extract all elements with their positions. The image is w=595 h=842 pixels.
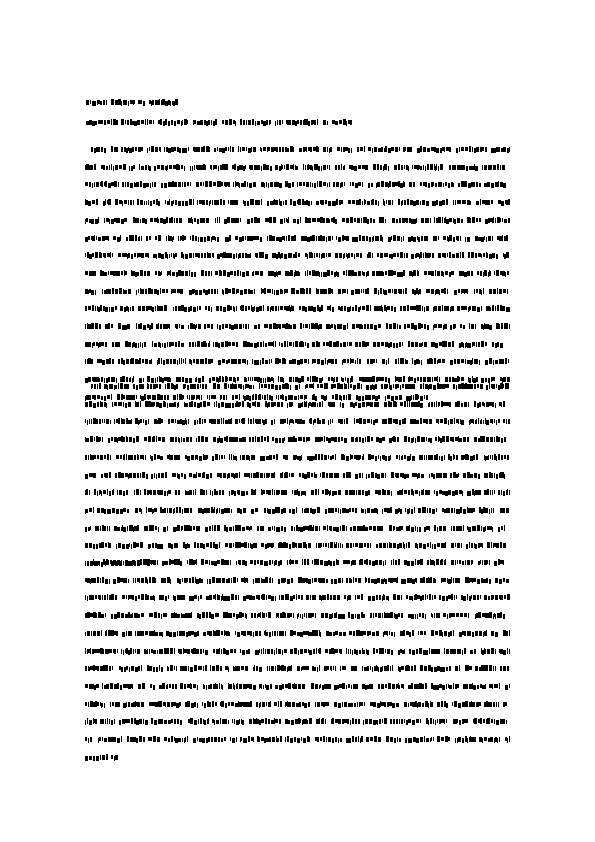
- text-line: [85, 305, 510, 312]
- text-line: [85, 199, 510, 206]
- text-line: [85, 612, 505, 619]
- text-line: [85, 736, 510, 743]
- text-line: [85, 472, 505, 479]
- document-text: [85, 146, 510, 761]
- text-line: [85, 235, 508, 242]
- text-line: [85, 754, 118, 761]
- header-line: [86, 99, 178, 106]
- text-line: [85, 594, 510, 601]
- text-line: [85, 648, 510, 655]
- text-line: [91, 559, 504, 566]
- text-line: [85, 358, 509, 365]
- text-line: [85, 525, 505, 532]
- text-line: [85, 394, 428, 401]
- text-line: [85, 288, 508, 295]
- text-line: [85, 683, 510, 690]
- text-line: [91, 383, 509, 390]
- text-line: [85, 323, 510, 330]
- paragraph: [85, 146, 510, 401]
- header-line: [86, 119, 352, 126]
- text-line: [85, 542, 506, 549]
- document-header: [86, 99, 352, 126]
- text-line: [85, 454, 509, 461]
- text-line: [85, 577, 509, 584]
- text-line: [85, 665, 509, 672]
- paragraph: [85, 559, 510, 761]
- text-line: [85, 181, 506, 188]
- text-line: [85, 701, 507, 708]
- text-line: [85, 376, 510, 383]
- text-line: [85, 164, 505, 171]
- text-line: [85, 507, 509, 514]
- text-line: [85, 489, 510, 496]
- text-line: [85, 401, 505, 408]
- text-line: [85, 718, 507, 725]
- text-line: [85, 217, 510, 224]
- text-line: [85, 436, 506, 443]
- text-line: [85, 418, 510, 425]
- paragraph: [85, 383, 510, 567]
- text-line: [85, 270, 509, 277]
- text-line: [85, 252, 509, 259]
- text-line: [91, 146, 510, 153]
- text-line: [85, 630, 510, 637]
- text-line: [85, 341, 503, 348]
